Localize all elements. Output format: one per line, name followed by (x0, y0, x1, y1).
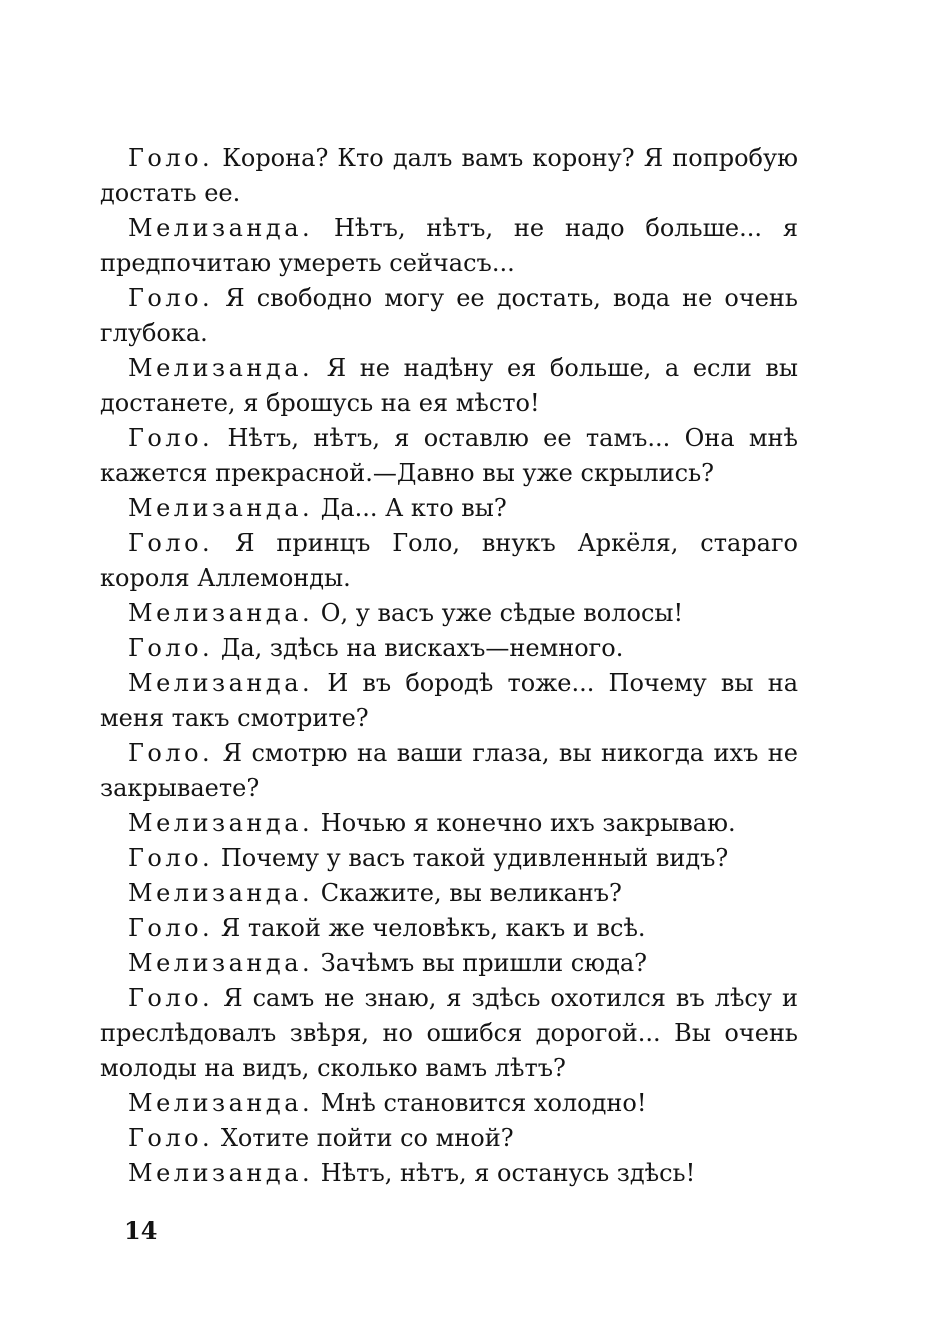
line-text: Почему у васъ такой удивленный видъ? (220, 844, 729, 872)
speaker-name: Мелизанда. (128, 354, 314, 382)
dialogue-line (100, 631, 798, 666)
dialogue-line (100, 876, 798, 911)
speaker-name: Голо. (128, 844, 214, 872)
line-text: Ночью я конечно ихъ закрываю. (320, 809, 736, 837)
line-text: Нѣтъ, нѣтъ, я оставлю ее тамъ... Она мнѣ кажется прекрасной.—Давно вы уже скрылись? (100, 424, 799, 487)
speaker-name: Мелизанда. (128, 1159, 314, 1187)
line-text: Да... А кто вы? (320, 494, 507, 522)
speaker-name: Голо. (128, 424, 214, 452)
line-text: Зачѣмъ вы пришли сюда? (320, 949, 648, 977)
line-text: И въ бородѣ тоже... Почему вы на меня такъ смотрите? (100, 669, 798, 732)
line-text: Да, здѣсь на вискахъ—немного. (220, 634, 624, 662)
dialogue-line (100, 666, 798, 736)
dialogue-line (100, 596, 798, 631)
line-text: Я самъ не знаю, я здѣсь охотился въ лѣсу и преслѣдовалъ звѣря, но ошибся дорогой... Вы очень молоды на видъ, сколько вамъ лѣтъ? (100, 984, 798, 1082)
dialogue-line (100, 1156, 798, 1191)
line-text: Хотите пойти со мной? (220, 1124, 514, 1152)
line-text: Я смотрю на ваши глаза, вы никогда ихъ не закрываете? (100, 739, 798, 802)
dialogue-line (100, 211, 798, 281)
page-body (100, 141, 798, 1191)
line-text: Я свободно могу ее достать, вода не очень глубока. (100, 284, 798, 347)
line-text: Нѣтъ, нѣтъ, я останусь здѣсь! (320, 1159, 696, 1187)
dialogue-line (100, 946, 798, 981)
dialogue-line (100, 841, 798, 876)
dialogue-line (100, 1121, 798, 1156)
line-text: Я принцъ Голо, внукъ Аркёля, стараго короля Аллемонды. (100, 529, 798, 592)
line-text: О, у васъ уже сѣдые волосы! (320, 599, 684, 627)
line-text: Скажите, вы великанъ? (320, 879, 622, 907)
speaker-name: Голо. (128, 914, 214, 942)
dialogue-line (100, 981, 798, 1086)
dialogue-line (100, 911, 798, 946)
line-text: Мнѣ становится холодно! (320, 1089, 647, 1117)
speaker-name: Голо. (128, 984, 214, 1012)
speaker-name: Голо. (128, 739, 214, 767)
speaker-name: Голо. (128, 634, 214, 662)
dialogue-line (100, 1086, 798, 1121)
page-number: 14 (124, 1216, 158, 1245)
line-text: Корона? Кто далъ вамъ корону? Я попробую достать ее. (100, 144, 798, 207)
dialogue-line (100, 141, 798, 211)
speaker-name: Мелизанда. (128, 599, 314, 627)
speaker-name: Мелизанда. (128, 879, 314, 907)
speaker-name: Голо. (128, 1124, 214, 1152)
speaker-name: Мелизанда. (128, 494, 314, 522)
dialogue-line (100, 351, 798, 421)
dialogue-line (100, 806, 798, 841)
dialogue-line (100, 736, 798, 806)
dialogue-line (100, 281, 798, 351)
dialogue-line (100, 491, 798, 526)
speaker-name: Мелизанда. (128, 214, 314, 242)
line-text: Нѣтъ, нѣтъ, не надо больше... я предпочитаю умереть сейчасъ... (100, 214, 798, 277)
dialogue-line (100, 526, 798, 596)
line-text: Я не надѣну ея больше, а если вы достанете, я брошусь на ея мѣсто! (100, 354, 798, 417)
speaker-name: Мелизанда. (128, 949, 314, 977)
speaker-name: Голо. (128, 144, 214, 172)
speaker-name: Мелизанда. (128, 809, 314, 837)
speaker-name: Мелизанда. (128, 1089, 314, 1117)
line-text: Я такой же человѣкъ, какъ и всѣ. (220, 914, 646, 942)
speaker-name: Голо. (128, 529, 214, 557)
speaker-name: Голо. (128, 284, 214, 312)
speaker-name: Мелизанда. (128, 669, 314, 697)
dialogue-line (100, 421, 798, 491)
